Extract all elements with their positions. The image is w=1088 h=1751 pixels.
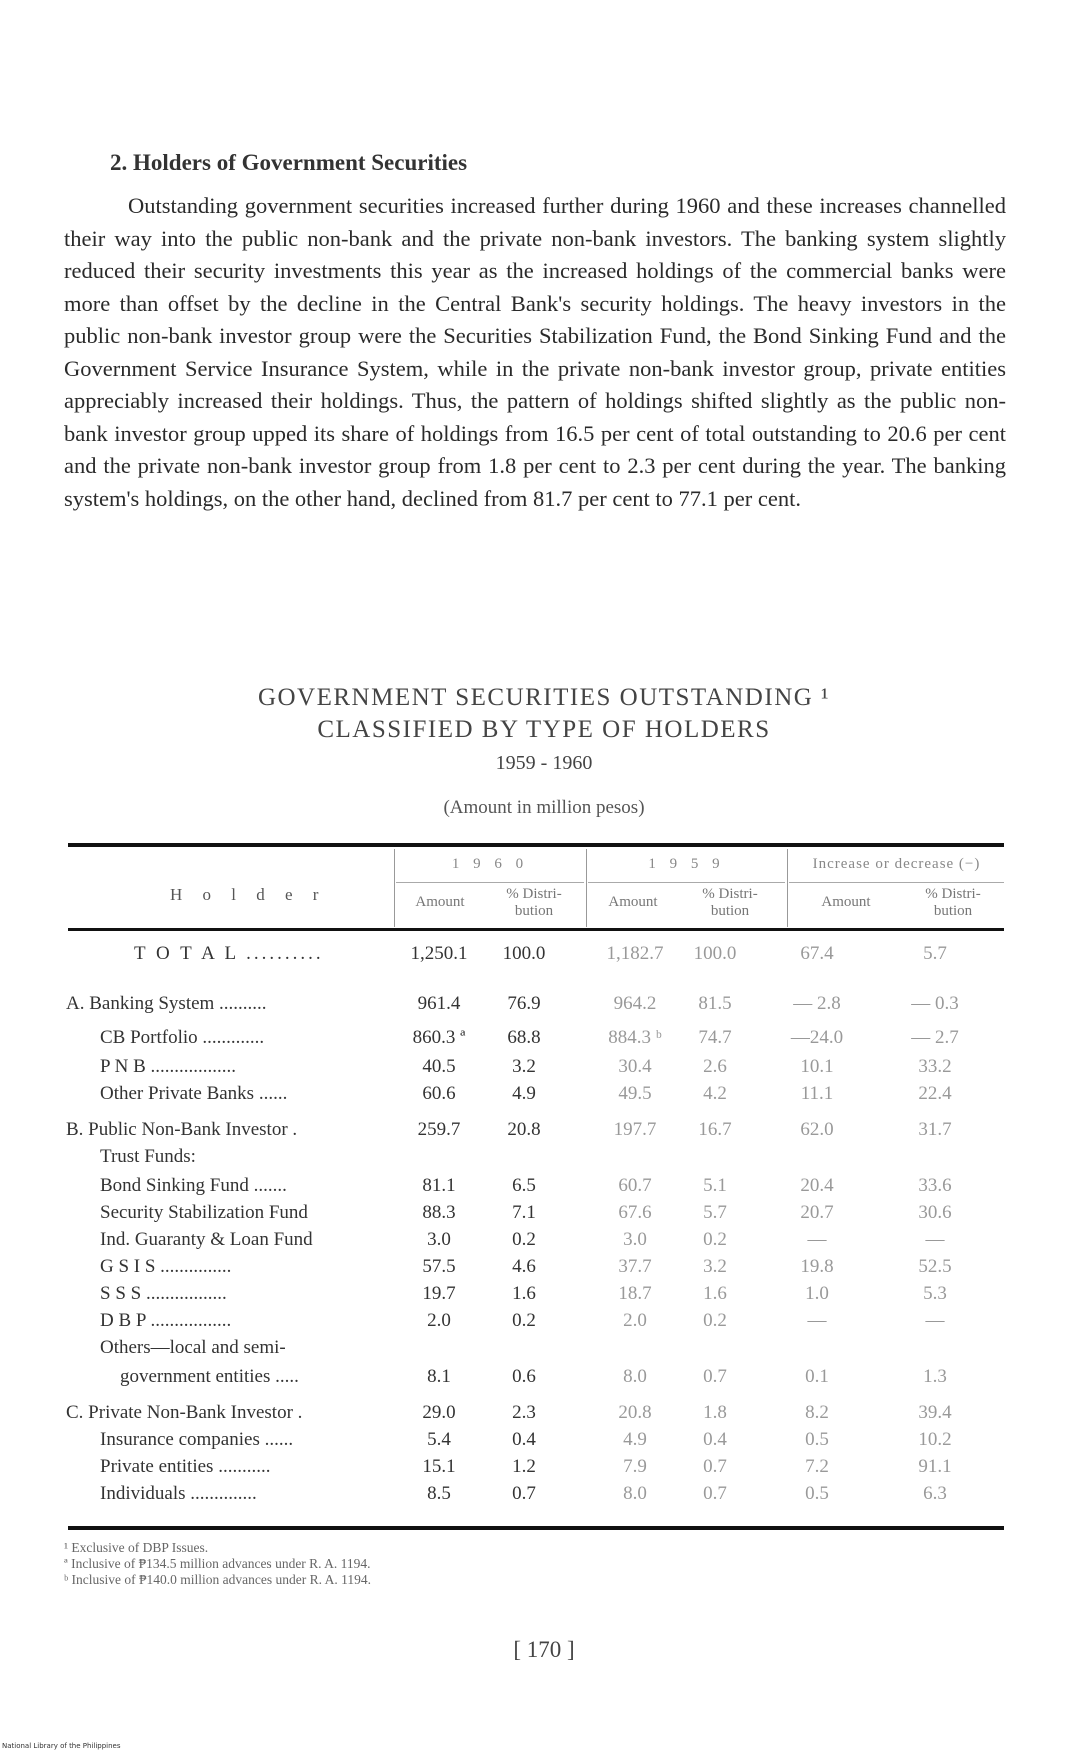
column-divider bbox=[787, 849, 788, 927]
row-value: 5.7 bbox=[923, 943, 947, 964]
row-value: 30.4 bbox=[618, 1056, 652, 1077]
row-value: 0.7 bbox=[512, 1483, 536, 1504]
row-value: 0.7 bbox=[703, 1456, 727, 1477]
row-label: T O T A L .......... bbox=[134, 943, 324, 964]
footnote: ¹ Exclusive of DBP Issues. bbox=[64, 1540, 209, 1555]
row-value: 16.7 bbox=[698, 1119, 732, 1140]
row-label: Ind. Guaranty & Loan Fund bbox=[100, 1229, 313, 1250]
section-heading: 2. Holders of Government Securities bbox=[110, 150, 468, 175]
row-value: 100.0 bbox=[693, 943, 737, 964]
subheader-amount: Amount bbox=[608, 894, 658, 910]
row-value: 33.2 bbox=[918, 1056, 952, 1077]
row-value: 74.7 bbox=[698, 1027, 732, 1048]
column-divider bbox=[394, 849, 395, 927]
table-row bbox=[0, 1429, 1088, 1457]
row-value: 2.3 bbox=[512, 1402, 536, 1423]
row-label: Others—local and semi- bbox=[100, 1337, 286, 1358]
row-label: B. Public Non-Bank Investor . bbox=[66, 1119, 298, 1140]
row-value: — 2.7 bbox=[911, 1027, 959, 1048]
table-row bbox=[0, 1366, 1088, 1394]
row-value: 0.4 bbox=[512, 1429, 536, 1450]
table-title-years: 1959 - 1960 bbox=[495, 752, 593, 774]
row-value: — 2.8 bbox=[793, 993, 841, 1014]
row-value: 3.2 bbox=[703, 1256, 727, 1277]
row-value: 68.8 bbox=[507, 1027, 541, 1048]
subheader-distribution: % Distri- bution bbox=[506, 886, 562, 919]
row-value: 67.4 bbox=[800, 943, 834, 964]
row-label: C. Private Non-Bank Investor . bbox=[66, 1402, 303, 1423]
row-value: 8.1 bbox=[427, 1366, 451, 1387]
row-value: 259.7 bbox=[417, 1119, 461, 1140]
row-value: 2.6 bbox=[703, 1056, 727, 1077]
row-value: 5.7 bbox=[703, 1202, 727, 1223]
group-underline bbox=[588, 882, 785, 883]
group-header-1960: 1 9 6 0 bbox=[451, 856, 529, 872]
table-row bbox=[0, 1146, 1088, 1174]
row-value: 4.9 bbox=[623, 1429, 647, 1450]
row-value: 197.7 bbox=[613, 1119, 657, 1140]
row-value: 81.5 bbox=[698, 993, 732, 1014]
row-value: 7.1 bbox=[512, 1202, 536, 1223]
row-value: 52.5 bbox=[918, 1256, 952, 1277]
table-row bbox=[0, 993, 1088, 1021]
row-value: 5.4 bbox=[427, 1429, 451, 1450]
row-value: — bbox=[925, 1229, 945, 1250]
row-value: 0.5 bbox=[805, 1483, 829, 1504]
row-value: 37.7 bbox=[618, 1256, 652, 1277]
row-value: — bbox=[925, 1310, 945, 1331]
row-value: 4.9 bbox=[512, 1083, 536, 1104]
row-value: 60.7 bbox=[618, 1175, 652, 1196]
row-value: 8.5 bbox=[427, 1483, 451, 1504]
group-underline bbox=[789, 882, 1004, 883]
group-header-change: Increase or decrease (−) bbox=[812, 856, 981, 872]
table-row bbox=[0, 1310, 1088, 1338]
row-label: Private entities ........... bbox=[100, 1456, 271, 1477]
row-value: 18.7 bbox=[618, 1283, 652, 1304]
table-row bbox=[0, 1027, 1088, 1055]
row-label: Bond Sinking Fund ....... bbox=[100, 1175, 287, 1196]
group-underline bbox=[396, 882, 584, 883]
table-top-rule bbox=[68, 843, 1004, 847]
row-label: Individuals .............. bbox=[100, 1483, 257, 1504]
row-value: 5.3 bbox=[923, 1283, 947, 1304]
table-title-line-2: CLASSIFIED BY TYPE OF HOLDERS bbox=[317, 716, 771, 743]
row-value: 4.6 bbox=[512, 1256, 536, 1277]
row-value: 3.0 bbox=[623, 1229, 647, 1250]
row-value: 10.2 bbox=[918, 1429, 952, 1450]
row-label: Trust Funds: bbox=[100, 1146, 196, 1167]
row-value: 8.2 bbox=[805, 1402, 829, 1423]
row-value: 11.1 bbox=[800, 1083, 834, 1104]
table-row bbox=[0, 1337, 1088, 1365]
table-row bbox=[0, 1256, 1088, 1284]
row-value: 5.1 bbox=[703, 1175, 727, 1196]
row-value: — bbox=[807, 1229, 827, 1250]
row-value: 860.3 ª bbox=[412, 1027, 466, 1048]
row-value: 7.9 bbox=[623, 1456, 647, 1477]
row-label: CB Portfolio ............. bbox=[100, 1027, 265, 1048]
holder-column-header: H o l d e r bbox=[170, 885, 327, 904]
row-value: 0.2 bbox=[512, 1310, 536, 1331]
row-value: 33.6 bbox=[918, 1175, 952, 1196]
row-value: 76.9 bbox=[507, 993, 541, 1014]
row-value: 20.4 bbox=[800, 1175, 834, 1196]
row-value: 0.2 bbox=[703, 1310, 727, 1331]
row-value: 100.0 bbox=[502, 943, 546, 964]
row-value: 1.6 bbox=[703, 1283, 727, 1304]
row-value: — 0.3 bbox=[911, 993, 959, 1014]
row-label: Other Private Banks ...... bbox=[100, 1083, 288, 1104]
row-value: 15.1 bbox=[422, 1456, 456, 1477]
table-row bbox=[0, 1175, 1088, 1203]
table-row bbox=[0, 1402, 1088, 1430]
row-value: 0.6 bbox=[512, 1366, 536, 1387]
table-row bbox=[0, 1083, 1088, 1111]
row-value: 20.8 bbox=[507, 1119, 541, 1140]
row-value: 2.0 bbox=[623, 1310, 647, 1331]
row-value: 3.2 bbox=[512, 1056, 536, 1077]
row-value: 29.0 bbox=[422, 1402, 456, 1423]
row-label: D B P ................. bbox=[100, 1310, 232, 1331]
table-row bbox=[0, 1056, 1088, 1084]
row-value: 49.5 bbox=[618, 1083, 652, 1104]
row-value: 8.0 bbox=[623, 1483, 647, 1504]
row-value: 1.3 bbox=[923, 1366, 947, 1387]
row-value: 1.2 bbox=[512, 1456, 536, 1477]
row-value: 8.0 bbox=[623, 1366, 647, 1387]
row-label: government entities ..... bbox=[120, 1366, 299, 1387]
table-row bbox=[0, 1483, 1088, 1511]
table-unit-note: (Amount in million pesos) bbox=[443, 797, 645, 818]
row-value: 7.2 bbox=[805, 1456, 829, 1477]
table-row bbox=[0, 1456, 1088, 1484]
row-value: 19.8 bbox=[800, 1256, 834, 1277]
row-value: 91.1 bbox=[918, 1456, 952, 1477]
table-row bbox=[0, 1229, 1088, 1257]
subheader-distribution: % Distri- bution bbox=[702, 886, 758, 919]
row-value: 0.7 bbox=[703, 1366, 727, 1387]
row-label: A. Banking System .......... bbox=[66, 993, 267, 1014]
table-row bbox=[0, 1202, 1088, 1230]
footnote: ª Inclusive of ₱134.5 million advances under R. A. 1194. bbox=[64, 1556, 371, 1571]
row-value: 6.5 bbox=[512, 1175, 536, 1196]
row-value: 1.6 bbox=[512, 1283, 536, 1304]
row-label: Insurance companies ...... bbox=[100, 1429, 294, 1450]
row-value: 884.3 ᵇ bbox=[608, 1027, 662, 1048]
row-value: 961.4 bbox=[417, 993, 461, 1014]
row-label: P N B .................. bbox=[100, 1056, 237, 1077]
table-row bbox=[0, 1119, 1088, 1147]
row-value: 62.0 bbox=[800, 1119, 834, 1140]
row-value: 81.1 bbox=[422, 1175, 456, 1196]
table-row bbox=[0, 943, 1088, 971]
row-value: — bbox=[807, 1310, 827, 1331]
row-value: 0.2 bbox=[703, 1229, 727, 1250]
row-value: 10.1 bbox=[800, 1056, 834, 1077]
row-label: G S I S ............... bbox=[100, 1256, 232, 1277]
row-value: 57.5 bbox=[422, 1256, 456, 1277]
row-label: S S S ................. bbox=[100, 1283, 227, 1304]
row-value: 0.4 bbox=[703, 1429, 727, 1450]
table-row bbox=[0, 1283, 1088, 1311]
row-value: 39.4 bbox=[918, 1402, 952, 1423]
body-paragraph: Outstanding government securities increased further during 1960 and these increases channelled their way into the public non-bank and the private non-bank investors. The banking system slightly reduced their security investments this year as the increased holdings of the commercial banks were more than offset by the decline in the Central Bank's security holdings. The heavy investors in the public non-bank investor group were the Securities Stabilization Fund, the Bond Sinking Fund and the Government Service Insurance System, while in the private non-bank investor group, private entities appreciably increased their holdings. Thus, the pattern of holdings shifted slightly as the public non-bank investor group upped its share of holdings from 16.5 per cent of total outstanding to 20.6 per cent and the private non-bank investor group from 1.8 per cent to 2.3 per cent during the year. The banking system's holdings, on the other hand, declined from 81.7 per cent to 77.1 per cent. bbox=[64, 193, 1006, 511]
row-value: 1,250.1 bbox=[410, 943, 468, 964]
subheader-amount: Amount bbox=[415, 894, 465, 910]
row-value: 4.2 bbox=[703, 1083, 727, 1104]
row-value: 6.3 bbox=[923, 1483, 947, 1504]
row-value: 0.2 bbox=[512, 1229, 536, 1250]
footnote: ᵇ Inclusive of ₱140.0 million advances under R. A. 1194. bbox=[64, 1572, 372, 1587]
row-value: 0.5 bbox=[805, 1429, 829, 1450]
row-value: 1.8 bbox=[703, 1402, 727, 1423]
table-bottom-rule bbox=[68, 1526, 1004, 1530]
row-value: 30.6 bbox=[918, 1202, 952, 1223]
row-value: 20.7 bbox=[800, 1202, 834, 1223]
row-label: Security Stabilization Fund bbox=[100, 1202, 308, 1223]
row-value: 3.0 bbox=[427, 1229, 451, 1250]
row-value: 964.2 bbox=[613, 993, 657, 1014]
row-value: 0.7 bbox=[703, 1483, 727, 1504]
row-value: 22.4 bbox=[918, 1083, 952, 1104]
page-number: [ 170 ] bbox=[513, 1637, 575, 1662]
row-value: 0.1 bbox=[805, 1366, 829, 1387]
row-value: 19.7 bbox=[422, 1283, 456, 1304]
group-header-1959: 1 9 5 9 bbox=[648, 856, 725, 872]
row-value: 88.3 bbox=[422, 1202, 456, 1223]
subheader-amount: Amount bbox=[821, 894, 871, 910]
table-header-rule bbox=[68, 928, 1004, 931]
table-title-line-1: GOVERNMENT SECURITIES OUTSTANDING ¹ bbox=[257, 684, 831, 711]
subheader-distribution: % Distri- bution bbox=[925, 886, 981, 919]
row-value: 2.0 bbox=[427, 1310, 451, 1331]
scan-credit: National Library of the Philippines bbox=[2, 1742, 121, 1750]
row-value: 60.6 bbox=[422, 1083, 456, 1104]
row-value: —24.0 bbox=[790, 1027, 844, 1048]
row-value: 40.5 bbox=[422, 1056, 456, 1077]
row-value: 31.7 bbox=[918, 1119, 952, 1140]
column-divider bbox=[586, 849, 587, 927]
row-value: 20.8 bbox=[618, 1402, 652, 1423]
row-value: 1,182.7 bbox=[606, 943, 664, 964]
row-value: 1.0 bbox=[805, 1283, 829, 1304]
row-value: 67.6 bbox=[618, 1202, 652, 1223]
